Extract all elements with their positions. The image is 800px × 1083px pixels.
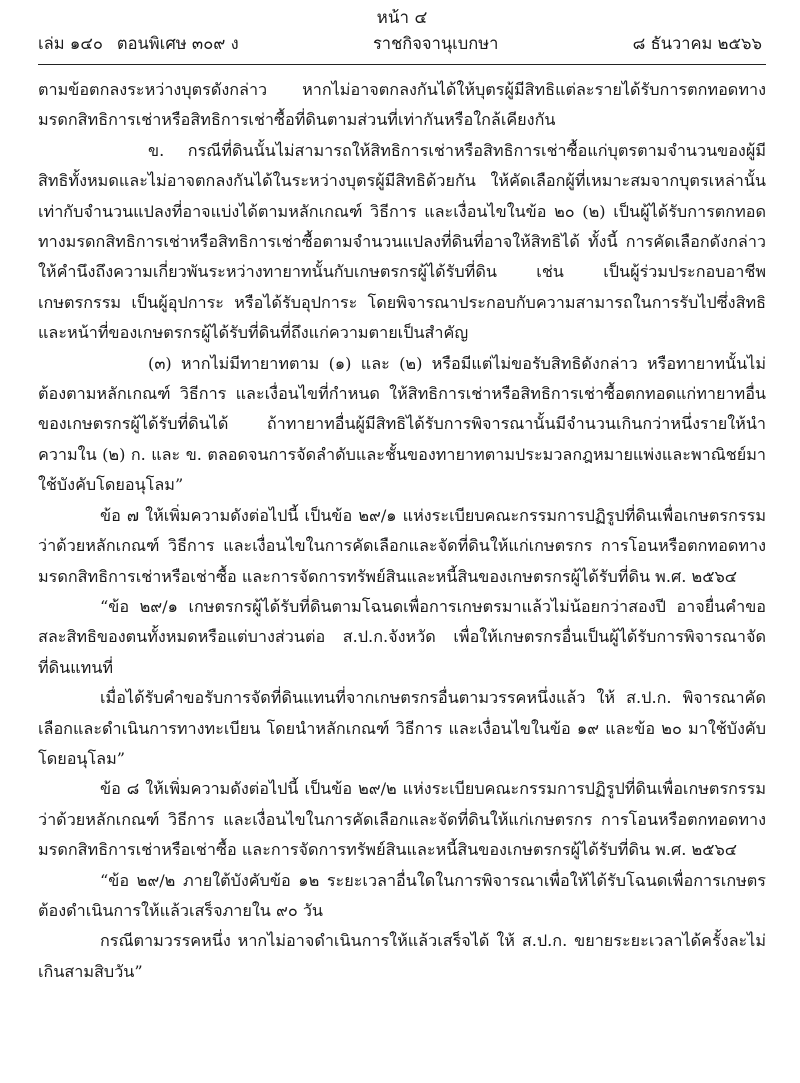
gazette-header <box>38 32 766 56</box>
paragraph: ข. กรณีที่ดินนั้นไม่สามารถให้สิทธิการเช่าหรือสิทธิการเช่าซื้อแก่บุตรตามจำนวนของผู้มีสิทธิทั้งหมดและไม่อาจตกลงกันได้ในระหว่างบุตรผู้มีสิทธิด้วยกัน ให้คัดเลือกผู้ที่เหมาะสมจากบุตรเหล่านั้นเท่ากับจำนวนแปลงที่อาจแบ่งได้ตามหลักเกณฑ์ วิธีการ และเงื่อนไขในข้อ ๒๐ (๒) เป็นผู้ได้รับการตกทอดทางมรดกสิทธิการเช่าหรือสิทธิการเช่าซื้อตามจำนวนแปลงที่ดินที่อาจให้สิทธิได้ ทั้งนี้ การคัดเลือกดังกล่าวให้คำนึงถึงความเกี่ยวพันระหว่างทายาทนั้นกับเกษตรกรผู้ได้รับที่ดิน เช่น เป็นผู้ร่วมประกอบอาชีพเกษตรกรรม เป็นผู้อุปการะ หรือได้รับอุปการะ โดยพิจารณาประกอบกับความสามารถในการรับไปซึ่งสิทธิและหน้าที่ของเกษตรกรผู้ได้รับที่ดินที่ถึงแก่ความตายเป็นสำคัญ <box>38 140 766 343</box>
header-rule <box>38 64 766 65</box>
paragraph: “ข้อ ๒๙/๑ เกษตรกรผู้ได้รับที่ดินตามโฉนดเพื่อการเกษตรมาแล้วไม่น้อยกว่าสองปี อาจยื่นคำขอสละสิทธิของตนทั้งหมดหรือแต่บางส่วนต่อ ส.ป.ก.จังหวัด เพื่อให้เกษตรกรอื่นเป็นผู้ได้รับการพิจารณาจัดที่ดินแทนที่ <box>38 596 766 677</box>
paragraph: กรณีตามวรรคหนึ่ง หากไม่อาจดำเนินการให้แล้วเสร็จได้ ให้ ส.ป.ก. ขยายระยะเวลาได้ครั้งละไม่เกินสามสิบวัน” <box>38 931 766 981</box>
header-date: ๘ ธันวาคม ๒๕๖๖ <box>632 34 762 53</box>
header-publication: ราชกิจจานุเบกษา <box>372 34 499 53</box>
paragraph: “ข้อ ๒๙/๒ ภายใต้บังคับข้อ ๑๒ ระยะเวลาอื่นใดในการพิจารณาเพื่อให้ได้รับโฉนดเพื่อการเกษตรต้องดำเนินการให้แล้วเสร็จภายใน ๙๐ วัน <box>38 870 766 920</box>
paragraph: เมื่อได้รับคำขอรับการจัดที่ดินแทนที่จากเกษตรกรอื่นตามวรรคหนึ่งแล้ว ให้ ส.ป.ก. พิจารณาคัดเลือกและดำเนินการทางทะเบียน โดยนำหลักเกณฑ์ วิธีการ และเงื่อนไขในข้อ ๑๙ และข้อ ๒๐ มาใช้บังคับโดยอนุโลม” <box>38 688 766 768</box>
document-body <box>38 75 766 987</box>
header-volume: เล่ม ๑๔๐ <box>38 34 103 53</box>
header-left-group <box>38 32 239 56</box>
page-number: หน้า ๔ <box>376 8 428 28</box>
paragraph: ข้อ ๘ ให้เพิ่มความดังต่อไปนี้ เป็นข้อ ๒๙/๒ แห่งระเบียบคณะกรรมการปฏิรูปที่ดินเพื่อเกษตรกรรม ว่าด้วยหลักเกณฑ์ วิธีการ และเงื่อนไขในการคัดเลือกและจัดที่ดินให้แก่เกษตรกร การโอนหรือตกทอดทางมรดกสิทธิการเช่าหรือเช่าซื้อ และการจัดการทรัพย์สินและหนี้สินของเกษตรกรผู้ได้รับที่ดิน พ.ศ. ๒๕๖๔ <box>38 779 766 860</box>
paragraph: ข้อ ๗ ให้เพิ่มความดังต่อไปนี้ เป็นข้อ ๒๙/๑ แห่งระเบียบคณะกรรมการปฏิรูปที่ดินเพื่อเกษตรกรรม ว่าด้วยหลักเกณฑ์ วิธีการ และเงื่อนไขในการคัดเลือกและจัดที่ดินให้แก่เกษตรกร การโอนหรือตกทอดทางมรดกสิทธิการเช่าหรือเช่าซื้อ และการจัดการทรัพย์สินและหนี้สินของเกษตรกรผู้ได้รับที่ดิน พ.ศ. ๒๕๖๔ <box>38 505 766 586</box>
paragraph: ตามข้อตกลงระหว่างบุตรดังกล่าว หากไม่อาจตกลงกันได้ให้บุตรผู้มีสิทธิแต่ละรายได้รับการตกทอดทางมรดกสิทธิการเช่าหรือสิทธิการเช่าซื้อที่ดินตามส่วนที่เท่ากันหรือใกล้เคียงกัน <box>38 80 766 130</box>
paragraph: (๓) หากไม่มีทายาทตาม (๑) และ (๒) หรือมีแต่ไม่ขอรับสิทธิดังกล่าว หรือทายาทนั้นไม่ต้องตามหลักเกณฑ์ วิธีการ และเงื่อนไขที่กำหนด ให้สิทธิการเช่าหรือสิทธิการเช่าซื้อตกทอดแก่ทายาทอื่นของเกษตรกรผู้ได้รับที่ดินได้ ถ้าทายาทอื่นผู้มีสิทธิได้รับการพิจารณานั้นมีจำนวนเกินกว่าหนึ่งรายให้นำความใน (๒) ก. และ ข. ตลอดจนการจัดลำดับและชั้นของทายาทตามประมวลกฎหมายแพ่งและพาณิชย์มาใช้บังคับโดยอนุโลม” <box>38 353 766 495</box>
header-section: ตอนพิเศษ ๓๐๙ ง <box>116 34 239 53</box>
